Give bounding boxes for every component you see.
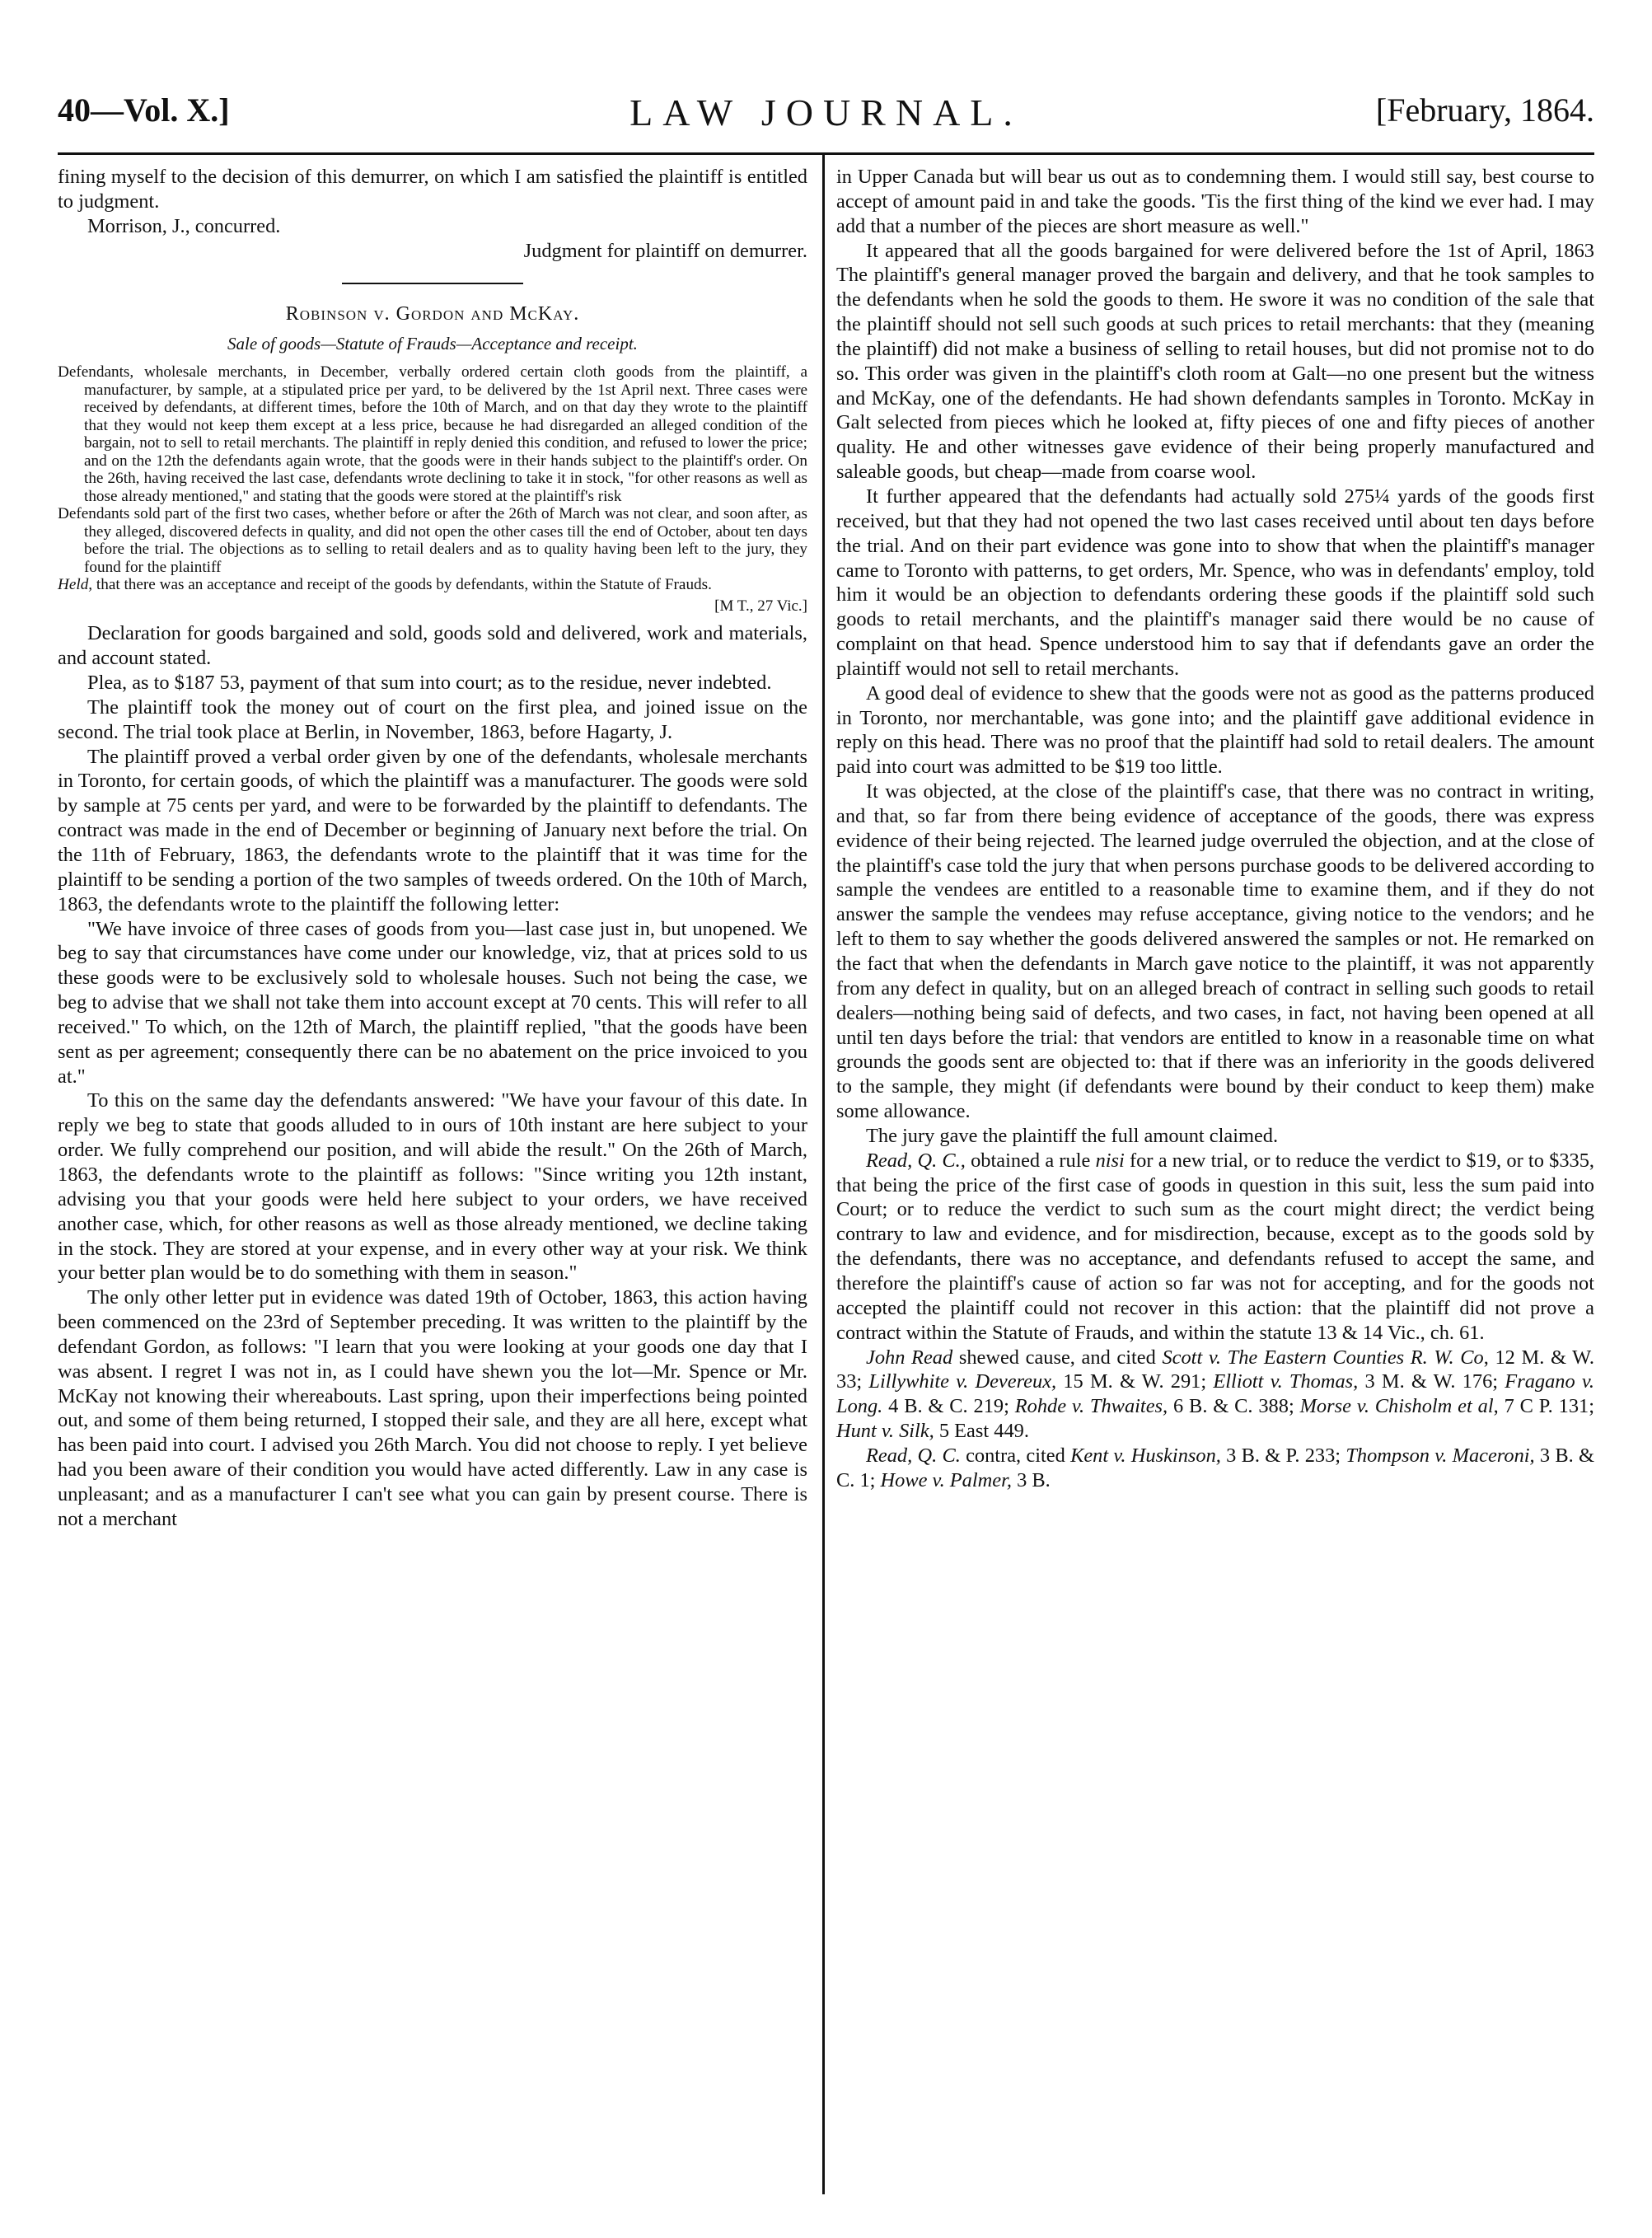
case-subtitle: Sale of goods—Statute of Frauds—Acceptance and receipt. bbox=[227, 334, 638, 354]
paragraph: It appeared that all the goods bargained for were delivered before the 1st of April, 1863 The plaintiff's general manager proved the bargain and delivery, and that he took samples to the defendants when he sold the goods to them. He swore it was no condition of the sale that the plaintiff should not sell such goods at such prices to retail merchants: that they (meaning the plaintiff) did not make a business of selling to retail houses, but did not promise not to do so. This order was given in the plaintiff's cloth room at Galt—no one present but the witness and McKay, one of the defendants. He had shown defendants samples in Toronto. McKay in Galt selected from pieces which he looked at, fifty pieces of one and fifty pieces of another quality. He and other witnesses gave evidence of their being properly manufactured and saleable goods, but cheap—made from coarse wool. bbox=[836, 239, 1594, 484]
paragraph: To this on the same day the defendants answered: "We have your favour of this date. In reply we beg to state that goods alluded to in ours of 10th instant are here subject to your order. We fully comprehend our position, and will abide the result." On the 26th of March, 1863, the defendants wrote to the plaintiff as follows: "Since writing you 12th instant, advising you that your goods were held here subject to your orders, we have received another case, which, for other reasons as well as those already mentioned, we decline taking in the stock. They are stored at your expense, and in every other way at your risk. We think your better plan would be to do something with them in season." bbox=[58, 1089, 807, 1285]
case-citation: Howe v. Palmer, bbox=[880, 1468, 1012, 1491]
text-run: 3 B. bbox=[1011, 1468, 1051, 1491]
text-run: for a new trial, or to reduce the verdict to $19, or to $335, that being the price of the first case of goods in question in this suit, less the sum paid into Court; or to reduce the verdict to such sum as the court might direct; the verdict being contrary to law and evidence, and for misdirection, because, except as to the goods sold by the defendants, there was no acceptance, and defendants refused to accept the same, and therefore the plaintiff's cause of action so far was not for accepting, and for the goods not accepted the plaintiff could not recover in this action: that the plaintiff did not prove a contract within the Statute of Frauds, and within the statute 13 & 14 Vic., ch. 61. bbox=[836, 1149, 1595, 1344]
case-citation: Fragano v. Long. bbox=[836, 1370, 1594, 1418]
paragraph: Declaration for goods bargained and sold, goods sold and delivered, work and materials, and account stated. bbox=[58, 622, 807, 670]
text-run: , 12 M. & W. 33; bbox=[836, 1346, 1595, 1393]
paragraph: Plea, as to $187 53, payment of that sum into court; as to the residue, never indebted. bbox=[87, 672, 772, 695]
paragraph: It was objected, at the close of the plaintiff's case, that there was no contract in writing, and that, so far from there being evidence of acceptance of the goods, there was express evidence of their being rejected. The learned judge overruled the objection, and at the close of the plaintiff's case told the jury that when persons purchase goods to be delivered according to sample the vendees are entitled to a reasonable time to examine them, and if they do not answer the sample the vendees may refuse acceptance, giving notice to the vendors; and he left to them to say whether the goods delivered answered the samples or not. He remarked on the fact that when the defendants in March gave notice to the plaintiff, it was not apparently from any defect in quality, but on an alleged breach of contract in selling such goods to retail dealers—nothing being said of defects, and two cases, in fact, not having been opened at all until ten days before the trial: that vendors are entitled to know in a reasonable time on what grounds the goods sent are objected to: that if there was an inferiority in the goods delivered to the sample, they might (if defendants were bound by their conduct to keep them) make some allowance. bbox=[836, 780, 1594, 1123]
paragraph: It further appeared that the defendants had actually sold 275¼ yards of the goods first received, but that they had not opened the two last cases received until about ten days before the trial. And on their part evidence was gone into to show that when the plaintiff's manager came to Toronto with patterns, to get orders, Mr. Spence, who was in defendants' employ, told him it would be an objection to defendants ordering these goods if the plaintiff sold such goods to retail merchants, and the plaintiff's manager said there would be no cause of complaint on that head. Spence understood him to say that if defendants gave an order the plaintiff would not sell to retail merchants. bbox=[836, 485, 1594, 680]
holding bbox=[58, 576, 807, 594]
case-citation: Lillywhite v. Devereux, bbox=[868, 1370, 1057, 1393]
volume-page-label: 40—Vol. X.] bbox=[58, 91, 230, 129]
term-citation: [M T., 27 Vic.] bbox=[714, 597, 807, 615]
paragraph: "We have invoice of three cases of goods from you—last case just in, but unopened. We beg to say that circumstances have come under our knowledge, viz, that at prices sold to us these goods were to be exclusively sold to wholesale houses. Such not being the case, we beg to advise that we shall not take them into account except at 70 cents. This will refer to all received." To which, on the 12th of March, the plaintiff replied, "that the goods have been sent as per agreement; consequently there can be no abatement on the price invoiced to you at." bbox=[58, 917, 807, 1088]
paragraph: The only other letter put in evidence was dated 19th of October, 1863, this action having been commenced on the 23rd of September preceding. It was written to the plaintiff by the defendant Gordon, as follows: "I learn that you were looking at your goods one day that I was absent. I regret I was not in, as I could have shewn you the lot—Mr. Spence or Mr. McKay not knowing their whereabouts. Last spring, upon their imperfections being pointed out, and some of them being returned, I stopped their sale, and they are all here, except what has been paid into court. I advised you 26th March. You did not choose to reply. I yet believe had you been aware of their condition you would have acted differently. Law in any case is unpleasant; and as a manufacturer I can't see what you can gain by present course. There is not a merchant bbox=[58, 1286, 807, 1530]
headnote: Defendants, wholesale merchants, in December, verbally ordered certain cloth goods from the plaintiff, a manufacturer, by sample, at a stipulated price per yard, to be delivered by the 1st April next. Three cases were received by defendants, at different times, before the 10th of March, and on that day they wrote to the plaintiff that they would not keep them except at a less price, because he had disregarded an alleged condition of the bargain, not to sell to retail merchants. The plaintiff in reply denied this condition, and refused to lower the price; and on the 12th the defendants again wrote, that the goods were in their hands subject to the plaintiff's order. On the 26th, having received the last case, defendants wrote declining to take it in stock, "for other reasons as well as those already mentioned," and stating that the goods were stored at the plaintiff's risk bbox=[58, 363, 807, 505]
counsel-name: Read, Q. C. bbox=[866, 1444, 961, 1467]
text-run: 6 B. & C. 388; bbox=[1168, 1395, 1300, 1418]
text-run: 5 East 449. bbox=[934, 1420, 1029, 1443]
column-divider bbox=[822, 155, 825, 2194]
case-citation: Hunt v. Silk, bbox=[836, 1420, 934, 1443]
paragraph bbox=[836, 1149, 1594, 1346]
case-citation: Thompson v. Maceroni, bbox=[1345, 1444, 1535, 1467]
headnote: Defendants sold part of the first two cases, whether before or after the 26th of March was not clear, and soon after, as they alleged, discovered defects in quality, and did not open the other cases till the end of October, about ten days before the trial. The objections as to selling to retail dealers and as to quality having been left to the jury, they found for the plaintiff bbox=[58, 505, 807, 576]
judgment-line: Judgment for plaintiff on demurrer. bbox=[523, 239, 807, 262]
text-run: 3 B. & C. 1; bbox=[836, 1444, 1594, 1491]
right-column bbox=[836, 165, 1594, 1493]
text-run: 3 M. & W. 176; bbox=[1358, 1370, 1505, 1393]
counsel-name: John Read bbox=[866, 1346, 953, 1369]
paragraph: fining myself to the decision of this demurrer, on which I am satisfied the plaintiff is entitled to judgment. bbox=[58, 166, 807, 213]
text-run: shewed cause, and cited bbox=[952, 1346, 1163, 1369]
paragraph bbox=[836, 1346, 1594, 1444]
journal-title: LAW JOURNAL. bbox=[629, 91, 1023, 133]
case-citation: Scott v. The Eastern Counties R. W. Co bbox=[1162, 1346, 1484, 1369]
case-citation: Elliott v. Thomas, bbox=[1213, 1370, 1359, 1393]
case-citation: Rohde v. Thwaites, bbox=[1014, 1395, 1168, 1418]
paragraph: The plaintiff took the money out of court on the first plea, and joined issue on the second. The trial took place at Berlin, in November, 1863, before Hagarty, J. bbox=[58, 695, 807, 743]
issue-date: [February, 1864. bbox=[1375, 91, 1594, 129]
paragraph: in Upper Canada but will bear us out as to condemning them. I would still say, best course to accept of amount paid in and take the goods. 'Tis the first thing of the kind we ever had. I may add that a number of the pieces are short measure as well." bbox=[836, 166, 1594, 237]
text-run: , 7 C P. 131; bbox=[1493, 1395, 1594, 1418]
held-text: that there was an acceptance and receipt of the goods by defendants, within the Statute of Frauds. bbox=[92, 576, 712, 594]
paragraph: A good deal of evidence to shew that the goods were not as good as the patterns produced in Toronto, nor merchantable, was gone into; and the plaintiff gave additional evidence in reply on this head. There was no proof that the plaintiff had sold to retail dealers. The amount paid into court was admitted to be $19 too little. bbox=[836, 681, 1594, 779]
latin-term: nisi bbox=[1095, 1149, 1125, 1172]
text-run: 4 B. & C. 219; bbox=[882, 1395, 1015, 1418]
concurrence: Morrison, J., concurred. bbox=[87, 214, 281, 237]
case-citation: Morse v. Chisholm et al bbox=[1299, 1395, 1494, 1418]
header-rule bbox=[58, 152, 1594, 155]
paragraph: The plaintiff proved a verbal order given by one of the defendants, wholesale merchants in Toronto, for certain goods, of which the plaintiff was a manufacturer. The goods were sold by sample at 75 cents per yard, and were to be forwarded by the plaintiff to defendants. The contract was made in the end of December or beginning of January next before the trial. On the 11th of February, 1863, the defendants wrote to the plaintiff that it was time for the plaintiff to be sending a portion of the two samples of tweeds ordered. On the 10th of March, 1863, the defendants wrote to the plaintiff the following letter: bbox=[58, 745, 807, 915]
held-label: Held, bbox=[58, 576, 93, 594]
text-run: 3 B. & P. 233; bbox=[1220, 1444, 1346, 1467]
counsel-name: Read, Q. C., bbox=[866, 1149, 966, 1172]
case-citation: Kent v. Huskinson, bbox=[1070, 1444, 1221, 1467]
text-run: obtained a rule bbox=[965, 1149, 1096, 1172]
running-header bbox=[58, 91, 1594, 148]
paragraph bbox=[836, 1444, 1594, 1493]
text-run: 15 M. & W. 291; bbox=[1056, 1370, 1214, 1393]
paragraph: The jury gave the plaintiff the full amount claimed. bbox=[866, 1124, 1279, 1147]
left-column bbox=[58, 165, 807, 1532]
text-run: contra, cited bbox=[960, 1444, 1071, 1467]
case-title: Robinson v. Gordon and McKay. bbox=[285, 303, 580, 325]
section-divider bbox=[342, 283, 523, 284]
